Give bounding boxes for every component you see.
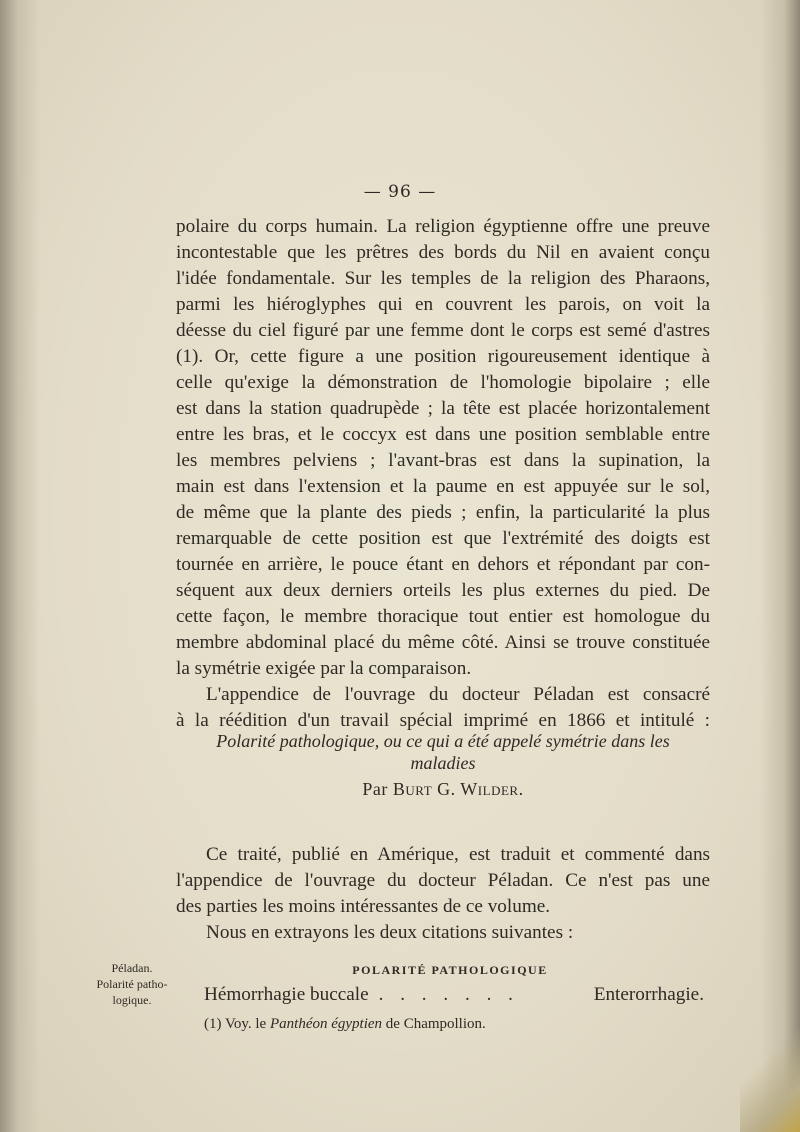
text-line: L'appendice de l'ouvrage du docteur Péladan est consacré — [206, 684, 710, 705]
text-line: l'idée fondamentale. Sur les temples de la religion des Pharaons, — [176, 268, 710, 289]
paragraph-main — [176, 214, 710, 734]
margin-note-line: Péladan. — [111, 961, 153, 975]
table-heading: POLARITÉ PATHOLOGIQUE — [352, 963, 548, 977]
text-line: cette façon, le membre thoracique tout entier est homologue du — [176, 606, 710, 627]
text-line: celle qu'exige la démonstration de l'homologie bipolaire ; elle — [176, 372, 710, 393]
text-line: entre les bras, et le coccyx est dans une position semblable entre — [176, 424, 710, 445]
table-row — [204, 982, 704, 1008]
margin-note-line: logique. — [112, 993, 152, 1007]
text-line: membre abdominal placé du même côté. Ainsi se trouve constituée — [176, 632, 710, 653]
footnote-prefix: (1) Voy. le — [204, 1016, 270, 1032]
text-line: Nous en extrayons les deux citations suivantes : — [206, 922, 574, 943]
page-edge-right — [760, 0, 800, 1132]
text-line: les membres pelviens ; l'avant-bras est dans la supination, la — [176, 450, 710, 471]
text-line: l'appendice de l'ouvrage du docteur Péladan. Ce n'est pas une — [176, 870, 710, 891]
text-line: déesse du ciel figuré par une femme dont le corps est semé d'astres — [176, 320, 710, 341]
work-title-line: Polarité pathologique, ou ce qui a été appelé symétrie dans les — [216, 731, 670, 751]
text-line: la symétrie exigée par la comparaison. — [176, 658, 472, 679]
text-line: (1). Or, cette figure a une position rigoureusement identique à — [176, 346, 710, 367]
page-corner-stain — [740, 1012, 800, 1132]
text-line: Ce traité, publié en Amérique, est traduit et commenté dans — [206, 844, 710, 865]
text-line: des parties les moins intéressantes de ce volume. — [176, 896, 551, 917]
footnote — [204, 1014, 704, 1034]
text-line: séquent aux deux derniers orteils les plus externes du pied. De — [176, 580, 710, 601]
margin-note — [82, 960, 182, 1008]
paragraph-secondary — [176, 842, 710, 946]
footnote-title: Panthéon égyptien — [269, 1016, 383, 1032]
author-prefix: Par — [362, 779, 393, 799]
text-line: est dans la station quadrupède ; la tête est placée horizontalement — [176, 398, 710, 419]
text-line: incontestable que les prêtres des bords du Nil en avaient conçu — [176, 242, 710, 263]
table-leader-dots: . . . . . . . — [378, 984, 519, 1005]
page-edge-left — [0, 0, 40, 1132]
page-number: — 96 — — [363, 182, 437, 202]
text-line: polaire du corps humain. La religion égyptienne offre une preuve — [176, 216, 710, 237]
text-line: parmi les hiéroglyphes qui en couvrent les parois, on voit la — [176, 294, 710, 315]
text-line: tournée en arrière, le pouce étant en dehors et répondant par con- — [176, 554, 710, 575]
margin-note-line: Polarité patho- — [96, 977, 168, 991]
text-line: de même que la plante des pieds ; enfin, la particularité la plus — [176, 502, 710, 523]
cited-work-title — [176, 730, 710, 802]
footnote-suffix: de Champollion. — [382, 1016, 486, 1032]
table-cell-right: Enterorrhagie. — [593, 984, 704, 1005]
work-title-line: maladies — [410, 753, 476, 773]
author-name: Burt G. Wilder. — [392, 779, 524, 799]
text-line: à la réédition d'un travail spécial imprimé en 1866 et intitulé : — [176, 710, 710, 731]
table-cell-left: Hémorrhagie buccale — [204, 984, 369, 1005]
text-line: remarquable de cette position est que l'extrémité des doigts est — [176, 528, 710, 549]
work-author — [176, 776, 710, 802]
text-line: main est dans l'extension et la paume en est appuyée sur le sol, — [176, 476, 710, 497]
